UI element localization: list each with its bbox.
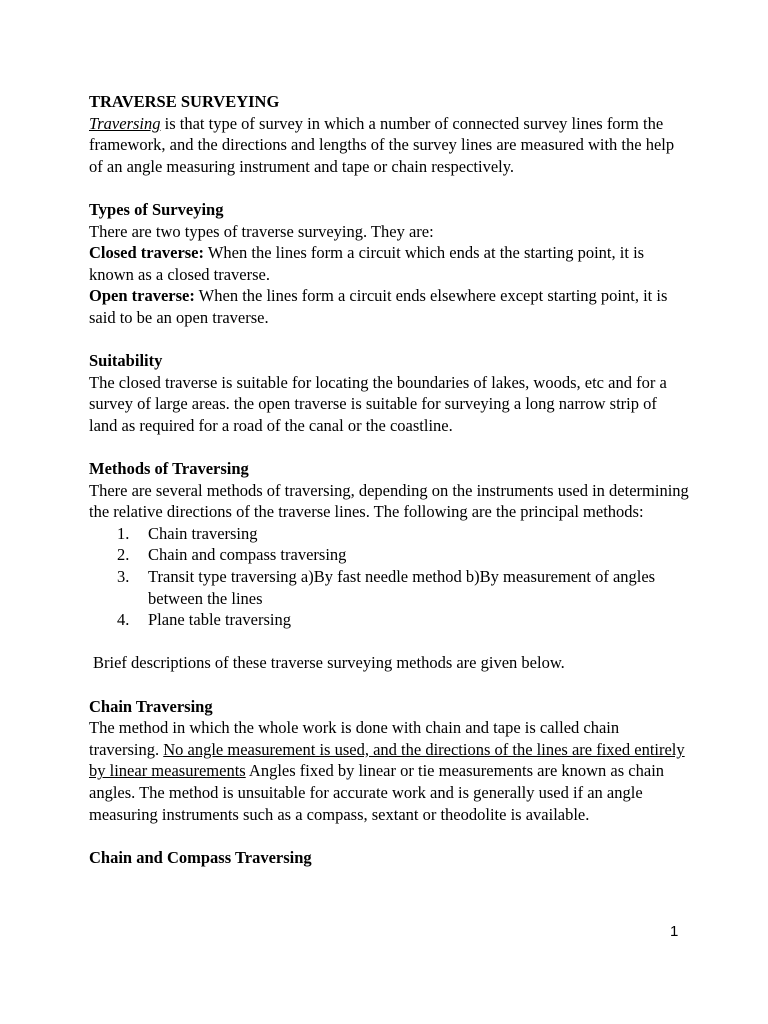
methods-list [89,523,689,631]
traversing-term: Traversing [89,113,161,133]
open-traverse-paragraph [89,285,689,328]
document-page [89,91,689,868]
list-item-number: 3. [117,567,130,587]
closed-traverse-paragraph [89,242,689,285]
methods-heading: Methods of Traversing [89,459,249,479]
open-traverse-label: Open traverse: [89,286,195,306]
list-item-text: Plane table traversing [148,610,291,630]
list-item [89,544,689,566]
intro-text: is that type of survey in which a number of connected survey lines form the framework, and the directions and lengths of the survey lines are measured with the help of an angle measuring instrument and tape or chain respectively. [89,113,675,176]
chain-underlined-text: No angle measurement is used, and the directions of the lines are fixed entirely by linear measurements [89,739,685,781]
list-item-text: Transit type traversing a)By fast needle method b)By measurement of angles between the lines [148,567,656,608]
closed-traverse-text: When the lines form a circuit which ends at the starting point, it is known as a closed traverse. [89,243,645,284]
methods-section [89,458,689,631]
chain-text-before: The method in which the whole work is done with chain and tape is called chain traversing. [89,718,620,759]
intro-paragraph [89,113,689,178]
types-section [89,199,689,329]
chain-traversing-paragraph [89,717,689,825]
document-title: TRAVERSE SURVEYING [89,92,280,111]
list-item-text: Chain traversing [148,523,258,543]
compass-traversing-section [89,847,689,869]
closed-traverse-label: Closed traverse: [89,243,205,263]
brief-descriptions-text: Brief descriptions of these traverse surveying methods are given below. [93,653,565,673]
types-heading: Types of Surveying [89,199,224,219]
suitability-section [89,350,689,436]
list-item-number: 4. [117,610,130,630]
list-item [89,566,689,609]
open-traverse-text: When the lines form a circuit ends elsewhere except starting point, it is said to be an open traverse. [89,286,668,327]
chain-text-after: Angles fixed by linear or tie measurements are known as chain angles. The method is unsuitable for accurate work and is generally used if an angle measuring instruments such as a compass, sextant or theodolite is available. [89,761,665,824]
chain-traversing-section [89,696,689,826]
brief-section [89,652,689,674]
list-item-number: 2. [117,545,130,565]
suitability-text: The closed traverse is suitable for locating the boundaries of lakes, woods, etc and for a survey of large areas. the open traverse is suitable for surveying a long narrow strip of land as required for a road of the canal or the coastline. [89,372,667,435]
methods-intro: There are several methods of traversing, depending on the instruments used in determining the relative directions of the traverse lines. The following are the principal methods: [89,480,689,522]
chain-traversing-heading: Chain Traversing [89,696,213,716]
list-item [89,523,689,545]
list-item [89,609,689,631]
compass-traversing-heading: Chain and Compass Traversing [89,847,312,867]
types-intro: There are two types of traverse surveying. They are: [89,221,434,241]
list-item-number: 1. [117,523,130,543]
page-number: 1 [670,923,679,940]
list-item-text: Chain and compass traversing [148,545,347,565]
intro-section [89,91,689,177]
suitability-heading: Suitability [89,351,163,371]
